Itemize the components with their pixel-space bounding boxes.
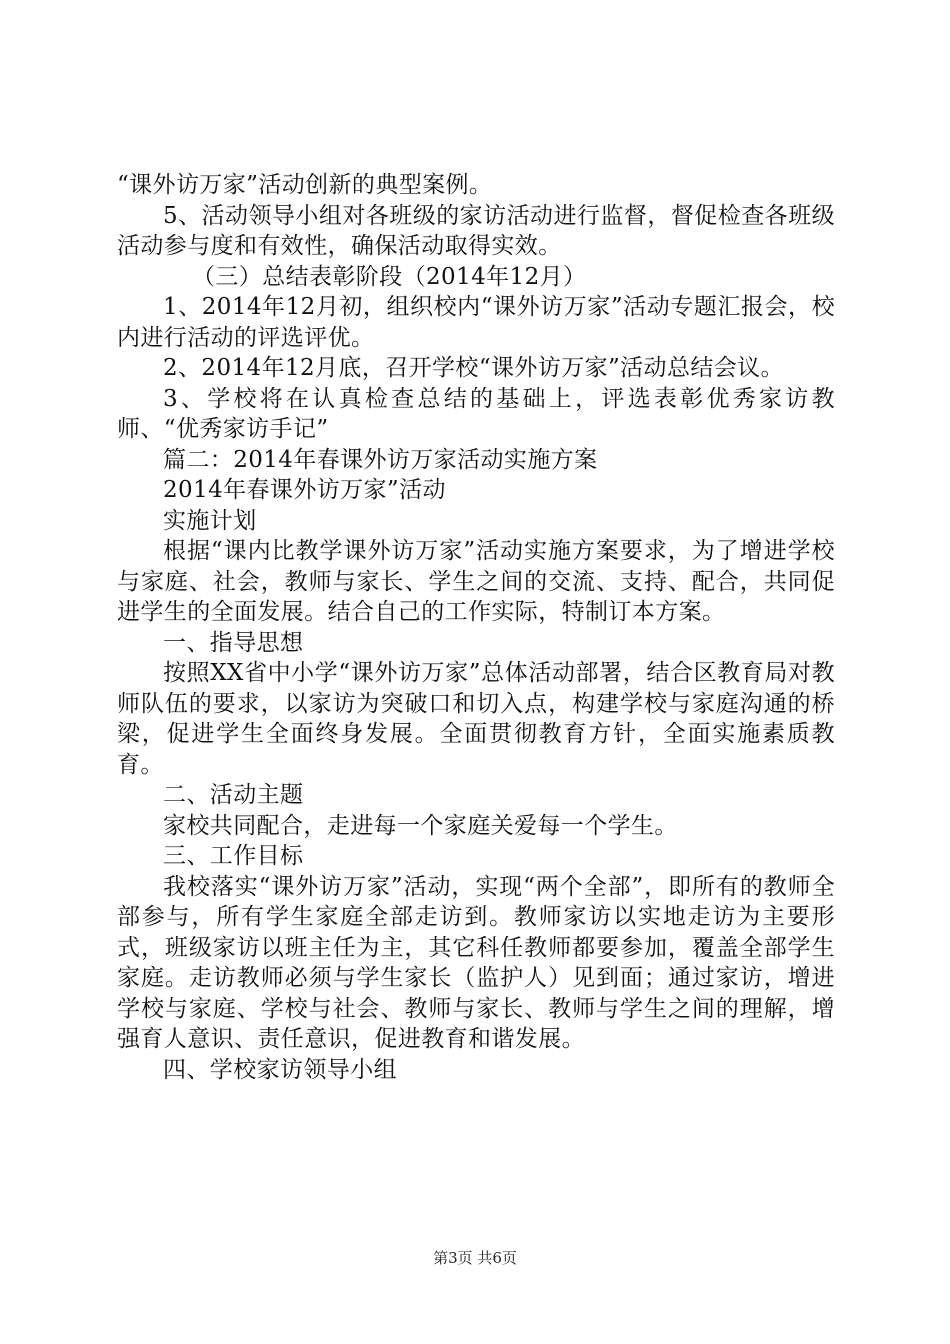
- section-heading: 三、工作目标: [163, 843, 304, 869]
- section-heading: （三）总结表彰阶段（2014年12月）: [192, 263, 587, 290]
- section-heading: 一、指导思想: [163, 629, 304, 656]
- article-title: 篇二：2014年春课外访万家活动实施方案: [163, 446, 598, 473]
- page-number-footer: 第3页 共6页: [433, 1249, 517, 1267]
- paragraph: 我校落实“课外访万家”活动，实现“两个全部”，即所有的教师全部参与，所有学生家庭全部走访到。教师家访以实地走访为主要形式，班级家访以班主任为主，其它科任教师都要参加，覆盖全部学生家庭。走访教师必须与学生家长（监护人）见到面；通过家访，增进学校与家庭、学校与社会、教师与家长、教师与学生之间的理解，增强育人意识、责任意识，促进教育和谐发展。: [117, 873, 835, 1052]
- paragraph: 2、2014年12月底，召开学校“课外访万家”活动总结会议。: [163, 355, 784, 381]
- paragraph: “课外访万家”活动创新的典型案例。: [117, 172, 493, 198]
- paragraph: 3、学校将在认真检查总结的基础上，评选表彰优秀家访教师、“优秀家访手记”: [117, 385, 835, 442]
- paragraph: 根据“课内比教学课外访万家”活动实施方案要求，为了增进学校与家庭、社会，教师与家长、学生之间的交流、支持、配合，共同促进学生的全面发展。结合自己的工作实际，特制订本方案。: [117, 538, 835, 625]
- paragraph: 5、活动领导小组对各班级的家访活动进行监督，督促检查各班级活动参与度和有效性，确保活动取得实效。: [117, 202, 835, 259]
- paragraph: 家校共同配合，走进每一个家庭关爱每一个学生。: [163, 812, 678, 839]
- article-subtitle: 2014年春课外访万家”活动: [163, 477, 446, 503]
- article-subtitle: 实施计划: [163, 507, 257, 534]
- section-heading: 四、学校家访领导小组: [163, 1056, 397, 1083]
- paragraph: 1、2014年12月初，组织校内“课外访万家”活动专题汇报会，校内进行活动的评选评优。: [117, 294, 835, 351]
- document-body: [117, 170, 835, 1085]
- paragraph: 按照XX省中小学“课外访万家”总体活动部署，结合区教育局对教师队伍的要求，以家访为突破口和切入点，构建学校与家庭沟通的桥梁，促进学生全面终身发展。全面贯彻教育方针，全面实施素质教育。: [117, 660, 835, 778]
- section-heading: 二、活动主题: [163, 782, 304, 808]
